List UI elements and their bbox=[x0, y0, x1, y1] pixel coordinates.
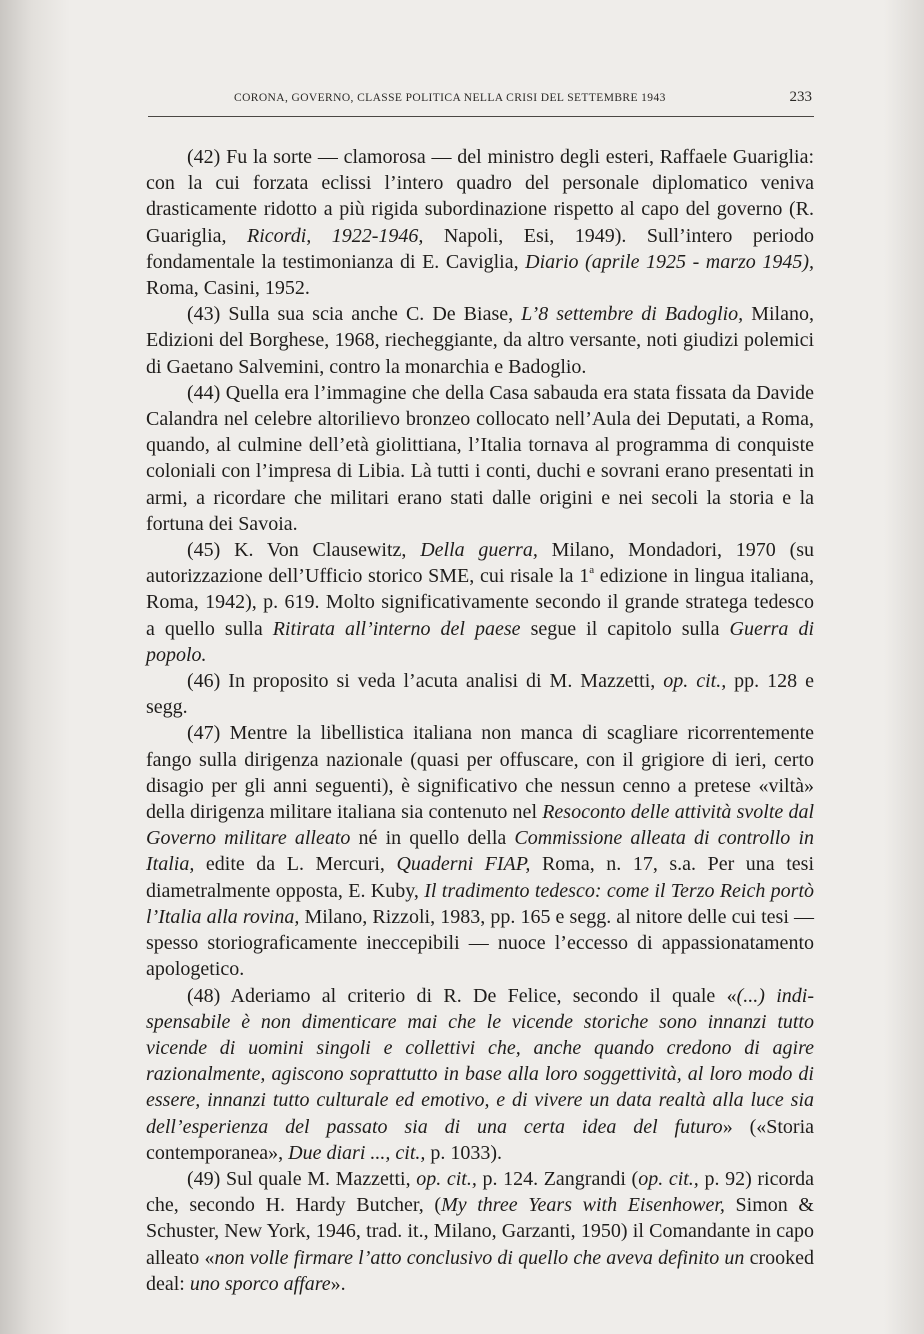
note-46 bbox=[146, 668, 814, 720]
running-header bbox=[148, 88, 814, 117]
note-44 bbox=[146, 380, 814, 537]
note-text: (43) Sulla sua scia anche C. De Biase, bbox=[187, 303, 522, 326]
note-text: edizione in lingua italiana, Roma, 1942), p. 619. Molto significativamente secondo il grande stratega tedesco a quello sulla bbox=[146, 565, 814, 640]
note-45 bbox=[146, 537, 814, 668]
note-italic-text: Il tradimento tedesco: come il Terzo Reich portò l’Italia alla rovina, bbox=[146, 879, 815, 928]
note-text: (44) Quella era l’immagine che della Casa sabauda era stata fissata da Davide Calandra nel celebre altorilievo bronzeo collocato nell’Aula dei Deputati, a Roma, quando, al culmine dell’età giolittiana, l’Italia tornava al programma di conquiste coloniali con l’impresa di Libia. Là tutti i conti, duchi e sovrani erano presentati in armi, a ricordare che militari erano stati dalle origini e nei secoli la storia e la fortuna dei Savoia. bbox=[146, 381, 814, 535]
note-text: edite da L. Mercuri, bbox=[194, 853, 397, 876]
note-47 bbox=[146, 720, 814, 982]
note-italic-text: Due diari ..., cit., bbox=[288, 1141, 426, 1164]
note-42 bbox=[146, 144, 814, 301]
note-text: » («Storia contemporanea», bbox=[146, 1115, 815, 1164]
note-italic-text: Guerra di popolo. bbox=[146, 617, 814, 666]
note-text: (46) In proposito si veda l’acuta analisi di M. Mazzetti, bbox=[187, 670, 664, 693]
note-italic-text: Ricordi, 1922-1946, bbox=[247, 224, 424, 247]
note-italic-text: (...) indispensabile è non dimenticare mai che le vicende storiche sono innanzi tutto vicende di uomini singoli e collettivi che, anche quando credono di agire razionalmente, agiscono soprattutto in base alla loro soggettività, al loro modo di essere, innanzi tutto culturale ed emotivo, e di vivere un data realtà alla luce sia dell’esperienza del passato sia di una certa idea del futuro bbox=[146, 984, 814, 1138]
note-text: (49) Sul quale M. Mazzetti, bbox=[187, 1167, 417, 1190]
note-italic-text: op. cit., bbox=[663, 670, 727, 693]
note-49 bbox=[146, 1166, 814, 1297]
note-text: p. 92) ricorda che, secondo H. Hardy Butcher, ( bbox=[146, 1167, 814, 1217]
note-text: segue il capitolo sulla bbox=[520, 617, 730, 640]
note-text: (47) Mentre la libellistica italiana non manca di scagliare ricorrentemente fango sulla dirigenza nazionale (quasi per offuscare, con il grigiore di ieri, certo disagio per gli anni seguenti), è significativo che nessun cenno a pretese «viltà» della dirigenza militare italiana sia contenuto nel bbox=[146, 722, 814, 824]
note-text: Milano, Rizzoli, 1983, pp. 165 e segg. al nitore delle cui tesi — spesso storiograficamente ineccepibili — nuoce l’eccesso di appassionatamento apologetico. bbox=[146, 905, 815, 981]
note-48 bbox=[146, 983, 814, 1166]
note-text: (48) Aderiamo al criterio di R. De Felice, secondo il quale « bbox=[187, 984, 737, 1007]
note-superscript: a bbox=[589, 564, 595, 577]
note-text: Roma, Casini, 1952. bbox=[146, 277, 310, 300]
note-text: Milano, Mondadori, 1970 (su autorizzazione dell’Ufficio storico SME, cui risale la 1 bbox=[146, 539, 815, 588]
note-italic-text: Quaderni FIAP, bbox=[396, 853, 531, 876]
note-text: pp. 128 e segg. bbox=[146, 670, 814, 719]
note-text: Napoli, Esi, 1949). Sull’intero periodo fondamentale la testimonianza di E. Caviglia, bbox=[146, 224, 814, 273]
note-text: Milano, Edizioni del Borghese, 1968, riecheggiante, da altro versante, noti giudizi polemici di Gaetano Salvemini, contro la monarchia e Badoglio. bbox=[146, 303, 814, 378]
note-italic-text: op. cit., bbox=[638, 1167, 699, 1190]
note-43 bbox=[146, 301, 814, 380]
page-number: 233 bbox=[789, 89, 812, 105]
note-italic-text: Commissione alleata di controllo in Italia, bbox=[146, 827, 814, 876]
note-text: Simon & Schuster, New York, 1946, trad. it., Milano, Garzanti, 1950) il Comandante in capo alleato « bbox=[146, 1194, 814, 1269]
note-italic-text: op. cit., bbox=[416, 1167, 477, 1190]
note-text: (42) Fu la sorte — clamorosa — del ministro degli esteri, Raffaele Guariglia: con la cui forzata eclissi l’intero quadro del personale diplomatico veniva drasticamente ridotto a più rigida subordinazione rispetto al capo del governo (R. Guariglia, bbox=[146, 146, 814, 247]
note-text: p. 1033). bbox=[425, 1141, 503, 1164]
page-edge-shadow bbox=[884, 0, 924, 1334]
footnotes-body bbox=[146, 144, 814, 1297]
note-text: p. 124. Zangrandi ( bbox=[476, 1167, 639, 1190]
note-italic-text: L’8 settembre di Badoglio, bbox=[521, 303, 744, 326]
note-text: né in quello della bbox=[350, 827, 515, 850]
note-italic-text: uno sporco affare bbox=[189, 1272, 331, 1295]
note-text: crooked deal: bbox=[146, 1246, 814, 1295]
note-text: ». bbox=[330, 1272, 346, 1295]
note-italic-text: Resoconto delle attività svolte dal Governo militare alleato bbox=[146, 801, 814, 850]
page-gutter-shadow bbox=[0, 0, 70, 1334]
note-italic-text: My three Years with Eisenhower, bbox=[441, 1194, 725, 1217]
note-text: (45) K. Von Clausewitz, bbox=[187, 539, 421, 562]
note-italic-text: non volle firmare l’atto conclusivo di quello che aveva definito un bbox=[214, 1246, 745, 1269]
note-italic-text: Diario (aprile 1925 - marzo 1945), bbox=[525, 250, 814, 273]
note-italic-text: Ritirata all’interno del paese bbox=[272, 617, 521, 640]
note-italic-text: Della guerra, bbox=[420, 539, 538, 562]
header-title: CORONA, GOVERNO, CLASSE POLITICA NELLA CRISI DEL SETTEMBRE 1943 bbox=[234, 92, 666, 104]
note-text: Roma, n. 17, s.a. Per una tesi diametralmente opposta, E. Kuby, bbox=[146, 853, 815, 902]
